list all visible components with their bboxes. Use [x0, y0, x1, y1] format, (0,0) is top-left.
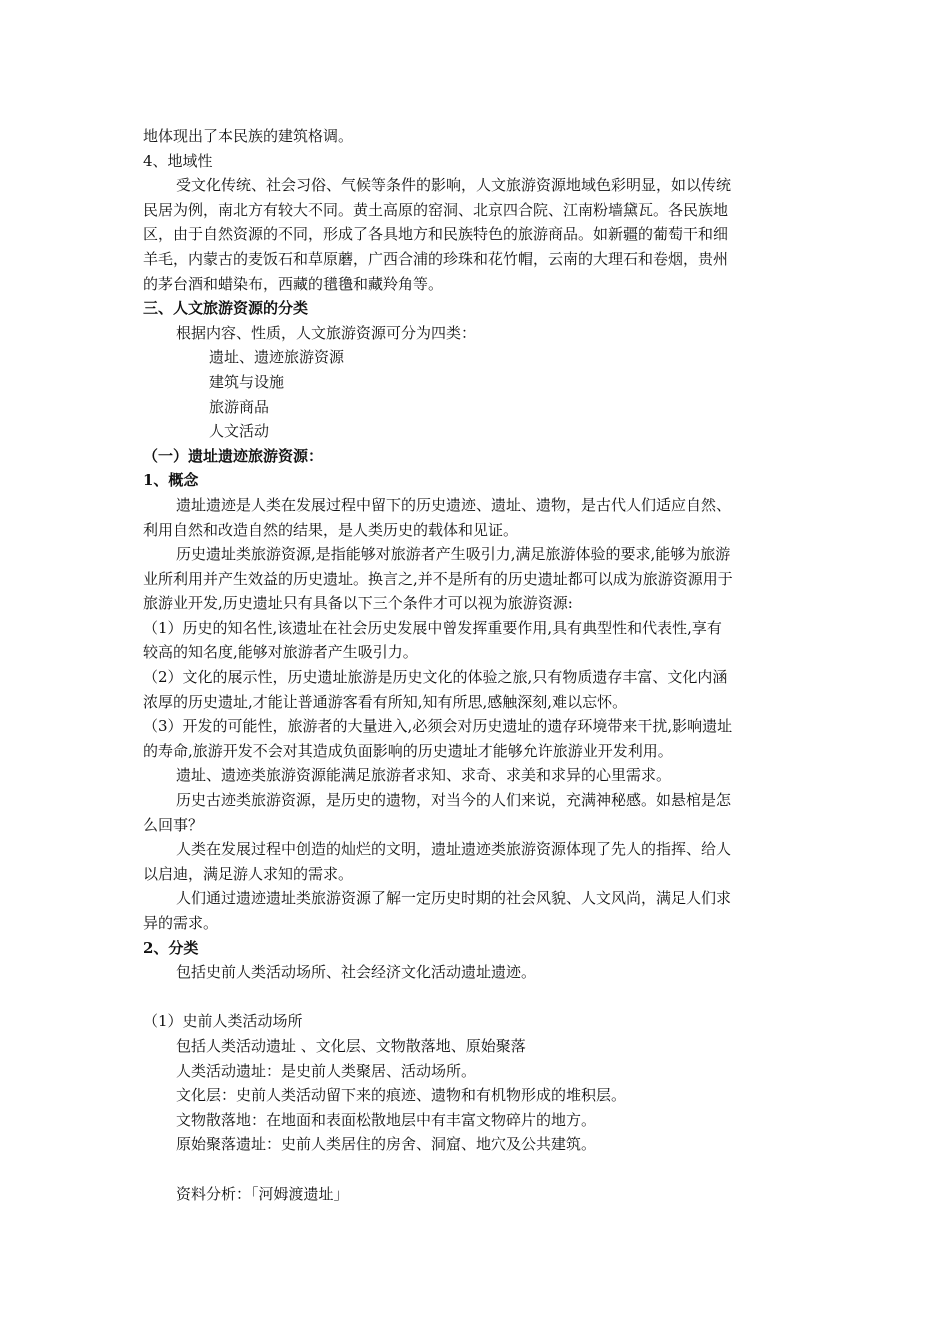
- text-line: （2）文化的展示性，历史遗址旅游是历史文化的体验之旅,只有物质遗存丰富、文化内涵: [143, 668, 728, 687]
- text-line: 利用自然和改造自然的结果，是人类历史的载体和见证。: [143, 520, 519, 539]
- text-line: 历史古迹类旅游资源，是历史的遗物，对当今的人们来说，充满神秘感。如悬棺是怎: [176, 791, 732, 810]
- text-line: 以启迪，满足游人求知的需求。: [143, 864, 354, 883]
- section-heading: （一）遗址遗迹旅游资源：: [143, 446, 324, 465]
- text-line: 建筑与设施: [209, 372, 285, 391]
- text-line: 人文活动: [209, 422, 270, 441]
- section-heading: 三、人文旅游资源的分类: [143, 299, 309, 318]
- text-line: （1）历史的知名性,该遗址在社会历史发展中曾发挥重要作用,具有典型性和代表性,享有: [143, 618, 722, 637]
- text-line: 浓厚的历史遗址,才能让普通游客看有所知,知有所思,感触深刻,难以忘怀。: [143, 692, 628, 711]
- text-line: 包括人类活动遗址 、文化层、文物散落地、原始聚落: [176, 1036, 526, 1055]
- text-line: 旅游业开发,历史遗址只有具备以下三个条件才可以视为旅游资源:: [143, 594, 573, 613]
- text-line: 受文化传统、社会习俗、气候等条件的影响，人文旅游资源地域色彩明显，如以传统: [176, 176, 732, 195]
- text-line: 羊毛，内蒙古的麦饭石和草原蘑，广西合浦的珍珠和花竹帽，云南的大理石和卷烟，贵州: [143, 249, 729, 268]
- text-line: 遗址遗迹是人类在发展过程中留下的历史遗迹、遗址、遗物，是古代人们适应自然、: [176, 495, 732, 514]
- section-heading: 2、分类: [143, 938, 199, 957]
- text-line: 的茅台酒和蜡染布，西藏的氆氇和藏羚角等。: [143, 274, 444, 293]
- text-line: 人们通过遗迹遗址类旅游资源了解一定历史时期的社会风貌、人文风尚，满足人们求: [176, 889, 732, 908]
- document-body: [143, 124, 813, 1206]
- text-line: 历史遗址类旅游资源,是指能够对旅游者产生吸引力,满足旅游体验的要求,能够为旅游: [176, 545, 731, 564]
- text-line: 么回事？: [143, 815, 204, 834]
- text-line: （3）开发的可能性，旅游者的大量进入,必须会对历史遗址的遗存环境带来干扰,影响遗址: [143, 717, 733, 736]
- text-line: 文化层：史前人类活动留下来的痕迹、遗物和有机物形成的堆积层。: [176, 1086, 627, 1105]
- text-line: 地体现出了本民族的建筑格调。: [143, 127, 354, 145]
- text-line: 民居为例，南北方有较大不同。黄土高原的窑洞、北京四合院、江南粉墙黛瓦。各民族地: [143, 200, 729, 219]
- text-line: 业所利用并产生效益的历史遗址。换言之,并不是所有的历史遗址都可以成为旅游资源用于: [143, 569, 733, 588]
- text-line: 资料分析：「河姆渡遗址」: [176, 1184, 349, 1203]
- blank-line: [143, 985, 813, 1010]
- text-line: 根据内容、性质，人文旅游资源可分为四类：: [176, 323, 477, 342]
- text-line: 包括史前人类活动场所、社会经济文化活动遗址遗迹。: [176, 963, 537, 982]
- text-line: 原始聚落遗址：史前人类居住的房舍、洞窟、地穴及公共建筑。: [176, 1135, 597, 1154]
- text-line: 文物散落地：在地面和表面松散地层中有丰富文物碎片的地方。: [176, 1110, 597, 1129]
- blank-line: [143, 1157, 813, 1182]
- text-line: 人类在发展过程中创造的灿烂的文明，遗址遗迹类旅游资源体现了先人的指挥、给人: [176, 840, 732, 859]
- text-line: 的寿命,旅游开发不会对其造成负面影响的历史遗址才能够允许旅游业开发利用。: [143, 741, 673, 760]
- text-line: 旅游商品: [209, 397, 270, 416]
- text-line: 遗址、遗迹类旅游资源能满足旅游者求知、求奇、求美和求异的心里需求。: [176, 766, 672, 785]
- text-line: 4、地域性: [143, 151, 213, 170]
- text-line: 较高的知名度,能够对旅游者产生吸引力。: [143, 643, 418, 662]
- text-line: （1）史前人类活动场所: [143, 1012, 303, 1031]
- text-line: 异的需求。: [143, 914, 219, 932]
- text-line: 人类活动遗址：是史前人类聚居、活动场所。: [176, 1061, 477, 1080]
- text-line: 遗址、遗迹旅游资源: [209, 348, 345, 367]
- text-line: 区，由于自然资源的不同，形成了各具地方和民族特色的旅游商品。如新疆的葡萄干和细: [143, 225, 729, 244]
- section-heading: 1、概念: [143, 471, 199, 490]
